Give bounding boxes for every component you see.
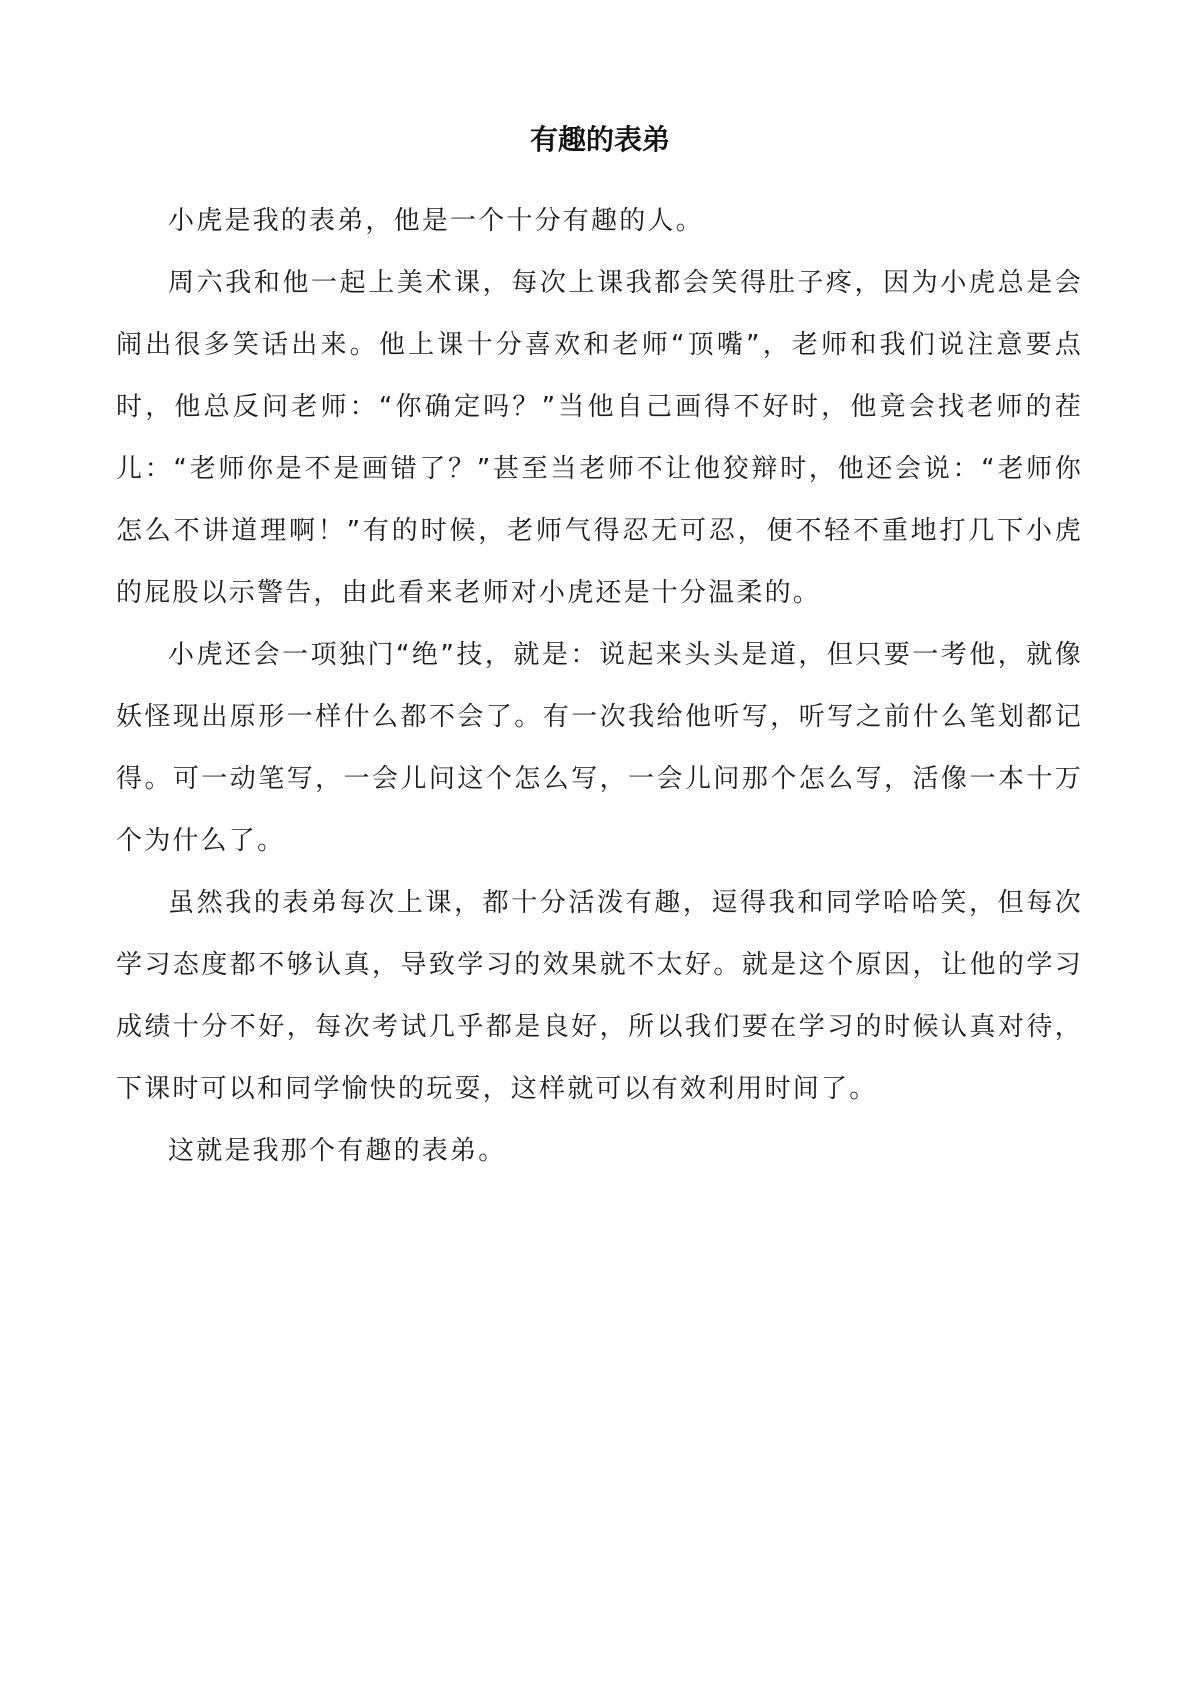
paragraph: 周六我和他一起上美术课，每次上课我都会笑得肚子疼，因为小虎总是会闹出很多笑话出来。他上课十分喜欢和老师“顶嘴”，老师和我们说注意要点时，他总反问老师：“你确定吗？”当他自己画得不好时，他竟会找老师的茬儿：“老师你是不是画错了？”甚至当老师不让他狡辩时，他还会说：“老师你怎么不讲道理啊！”有的时候，老师气得忍无可忍，便不轻不重地打几下小虎的屁股以示警告，由此看来老师对小虎还是十分温柔的。	[116, 268, 1083, 608]
paragraph: 小虎是我的表弟，他是一个十分有趣的人。	[168, 206, 704, 236]
paragraph: 这就是我那个有趣的表弟。	[168, 1136, 507, 1166]
paragraph: 虽然我的表弟每次上课，都十分活泼有趣，逗得我和同学哈哈笑，但每次学习态度都不够认真，导致学习的效果就不太好。就是这个原因，让他的学习成绩十分不好，每次考试几乎都是良好，所以我们要在学习的时候认真对待，下课时可以和同学愉快的玩耍，这样就可以有效利用时间了。	[116, 888, 1083, 1104]
paragraph: 小虎还会一项独门“绝”技，就是：说起来头头是道，但只要一考他，就像妖怪现出原形一样什么都不会了。有一次我给他听写，听写之前什么笔划都记得。可一动笔写，一会儿问这个怎么写，一会儿问那个怎么写，活像一本十万个为什么了。	[116, 640, 1083, 856]
document-body	[116, 190, 1083, 1182]
document-title: 有趣的表弟	[529, 123, 670, 156]
